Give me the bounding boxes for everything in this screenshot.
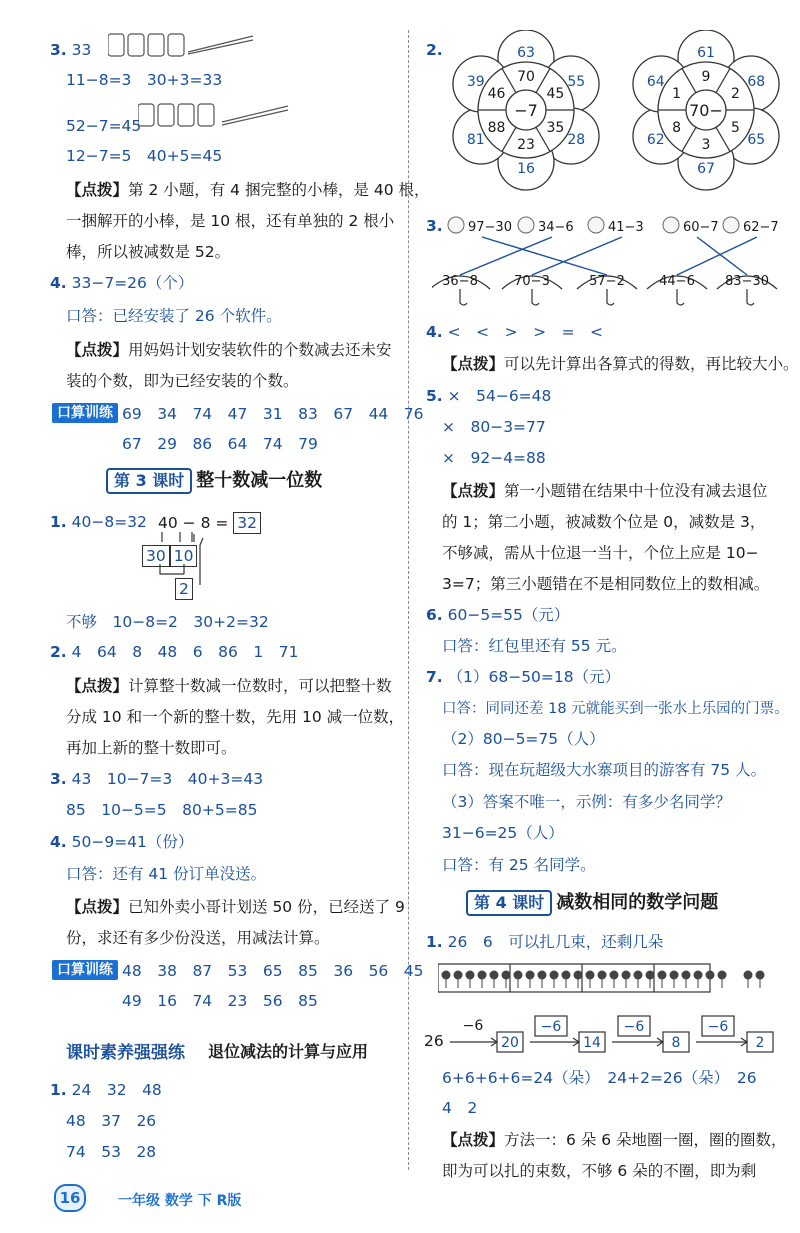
p1-number: 1. — [50, 1081, 67, 1099]
chain-value: 2 — [755, 1035, 765, 1051]
chain-value: 20 — [501, 1035, 519, 1051]
oral-training-row2: 67 29 86 64 74 79 — [122, 435, 318, 453]
umbrella-handle — [607, 289, 614, 305]
flower-puzzles — [438, 30, 798, 195]
l3-q3-line — [50, 769, 263, 789]
p1-row3: 74 53 28 — [66, 1143, 157, 1161]
q2-values: 4 64 8 48 6 86 1 71 — [71, 643, 299, 661]
r-note-1 — [442, 354, 799, 374]
flower-icon — [490, 971, 499, 980]
outer-value: 67 — [697, 161, 715, 177]
q4-equation: 50−9=41（份） — [71, 833, 194, 851]
bottom-expression: 57−2 — [589, 274, 625, 289]
outer-value: 63 — [517, 45, 535, 61]
flower-icon — [610, 971, 619, 980]
matching-diagram — [432, 205, 792, 310]
chain-operator: −6 — [623, 1019, 645, 1035]
q6-equation: 60−5=55（元） — [447, 606, 570, 624]
r-l4q1-line — [426, 932, 663, 952]
q3-line4: 12−7=5 40+5=45 — [66, 147, 223, 165]
note-tag: 【点拨】 — [442, 355, 505, 373]
inner-value: 8 — [672, 120, 682, 136]
inner-value: 5 — [730, 120, 740, 136]
flower-minus7 — [453, 30, 599, 190]
flower-grouping-image — [438, 962, 774, 996]
inner-value: 46 — [487, 86, 506, 102]
q1-explanation: 不够 10−8=2 30+2=32 — [66, 613, 269, 631]
bundled-sticks-image — [108, 30, 258, 60]
bottom-expression: 44−6 — [659, 274, 695, 289]
oral-training-tag: 口算训练 — [52, 403, 118, 423]
q7-part1-answer: 口答：同同还差 18 元就能买到一张水上乐园的门票。 — [442, 701, 789, 717]
outer-value: 28 — [567, 132, 586, 148]
chain-operator: −6 — [707, 1019, 729, 1035]
note-tag: 【点拨】 — [66, 677, 129, 695]
chain-operator: −6 — [540, 1019, 562, 1035]
split-box-2: 2 — [175, 578, 193, 600]
l3-q1-line — [50, 512, 147, 532]
flower-icon — [454, 971, 463, 980]
r-q4-line — [426, 322, 603, 342]
q4-answer: 口答：已经安装了 26 个软件。 — [66, 307, 282, 325]
inner-value: 3 — [701, 137, 711, 153]
q4-line — [50, 273, 193, 293]
note-text: 棒，所以被减数是 52。 — [66, 243, 231, 261]
footer-text: 一年级 数学 下 R版 — [118, 1193, 242, 1209]
note-4 — [66, 897, 405, 917]
q7-part3-answer: 口答：有 25 名同学。 — [442, 856, 596, 874]
note-text: 用妈妈计划安装软件的个数减去还未安 — [128, 341, 392, 359]
flower-icon — [538, 971, 547, 980]
note-text: 第一小题错在结果中十位没有减去退位 — [504, 482, 768, 500]
q6-number: 6. — [426, 606, 443, 624]
q2-number: 2. — [426, 41, 443, 59]
lesson-title: 减数相同的数学问题 — [556, 892, 719, 913]
r-q7-line — [426, 667, 620, 687]
q4-number: 4. — [50, 833, 67, 851]
p1-line1 — [50, 1080, 162, 1100]
note-3 — [66, 676, 392, 696]
animal-icon — [448, 217, 464, 233]
note-text: 方法一：6 朵 6 朵地圈一圈，圈的圈数， — [504, 1131, 787, 1149]
chain-value: 14 — [583, 1035, 601, 1051]
outer-value: 55 — [567, 74, 586, 90]
q1-equations: 6+6+6+6=24（朵） 24+2=26（朵） 26 — [442, 1069, 757, 1087]
r-note-3 — [442, 1130, 787, 1150]
chain-start: 26 — [424, 1032, 444, 1050]
page-number: 16 — [54, 1184, 86, 1212]
flower-icon — [694, 971, 703, 980]
inner-value: 9 — [701, 69, 711, 85]
outer-value: 68 — [747, 74, 766, 90]
oral-training-row1: 48 38 87 53 65 85 36 56 45 — [122, 962, 424, 980]
q5-row2: × 80−3=77 — [442, 418, 546, 436]
q5-number: 5. — [426, 387, 443, 405]
q3-line1 — [50, 40, 91, 60]
note-text: 已知外卖小哥计划送 50 份，已经送了 9 — [128, 898, 405, 916]
flower-icon — [658, 971, 667, 980]
outer-value: 65 — [747, 132, 766, 148]
q5-row1: × 54−6=48 — [447, 387, 552, 405]
flower-icon — [514, 971, 523, 980]
note-tag: 【点拨】 — [66, 181, 129, 199]
bundled-sticks-image-2 — [138, 100, 298, 132]
p1-row1: 24 32 48 — [71, 1081, 162, 1099]
chain-operator: −6 — [462, 1018, 484, 1034]
split-box-bottom — [175, 578, 193, 600]
r-q6-line — [426, 605, 569, 625]
note-tag: 【点拨】 — [66, 898, 129, 916]
match-line — [697, 237, 747, 275]
outer-value: 62 — [646, 132, 665, 148]
flower-icon — [442, 971, 451, 980]
chain-value: 8 — [671, 1035, 681, 1051]
split-box-10: 10 — [170, 545, 198, 567]
split-boxes — [142, 545, 197, 567]
q3-row1: 43 10−7=3 40+3=43 — [71, 770, 264, 788]
inner-value: 1 — [672, 86, 682, 102]
q1-equation: 40−8=32 — [71, 513, 147, 531]
flower-icon — [466, 971, 475, 980]
oral-training-row1: 69 34 74 47 31 83 67 44 76 — [122, 405, 424, 423]
split-box-30: 30 — [142, 545, 170, 567]
outer-value: 39 — [466, 74, 485, 90]
note-text: 再加上新的整十数即可。 — [66, 739, 237, 757]
flower-icon — [756, 971, 765, 980]
lesson3-heading — [106, 467, 322, 495]
flower-icon — [682, 971, 691, 980]
practice-subtitle: 退位减法的计算与应用 — [208, 1042, 369, 1061]
note-tag: 【点拨】 — [66, 341, 129, 359]
q1-number: 1. — [426, 933, 443, 951]
l3-q4-line — [50, 832, 193, 852]
match-line — [677, 237, 757, 275]
note-text: 3=7；第三小题错在不是相同数位上的数相减。 — [442, 575, 770, 593]
flower-icon — [598, 971, 607, 980]
q3-line3: 52−7=45 — [66, 117, 142, 135]
l3-q2-line — [50, 642, 298, 662]
q5-row3: × 92−4=88 — [442, 449, 546, 467]
inner-value: 88 — [487, 120, 506, 136]
flower-icon — [744, 971, 753, 980]
top-expression: 41−3 — [608, 220, 644, 235]
note-text: 不够减，需从十位退一当十，个位上应是 10− — [442, 544, 759, 562]
flower-icon — [670, 971, 679, 980]
subtraction-chain — [448, 1012, 798, 1057]
q1-text: 26 6 可以扎几束，还剩几朵 — [447, 933, 664, 951]
top-expression: 60−7 — [683, 220, 719, 235]
practice-title: 课时素养强强练 — [66, 1043, 185, 1063]
q7-number: 7. — [426, 668, 443, 686]
note-text: 的 1；第二小题，被减数个位是 0，减数是 3， — [442, 513, 766, 531]
flower-icon — [646, 971, 655, 980]
q7-part1: （1）68−50=18（元） — [447, 668, 621, 686]
inner-value: 23 — [517, 137, 535, 153]
q4-equation: 33−7=26（个） — [71, 274, 194, 292]
q3-value: 33 — [71, 41, 92, 59]
q3-number: 3. — [426, 217, 443, 235]
q7-part2-answer: 口答：现在玩超级大水寨项目的游客有 75 人。 — [442, 761, 767, 779]
outer-value: 61 — [697, 45, 715, 61]
q1-answers: 4 2 — [442, 1099, 478, 1117]
flower-icon — [586, 971, 595, 980]
flower-icon — [622, 971, 631, 980]
match-line — [460, 237, 552, 275]
note-text: 装的个数，即为已经安装的个数。 — [66, 372, 299, 390]
p1-row2: 48 37 26 — [66, 1112, 157, 1130]
q6-answer: 口答：红包里还有 55 元。 — [442, 637, 627, 655]
umbrella-handle — [460, 289, 467, 305]
flower-icon — [718, 971, 727, 980]
animal-icon — [518, 217, 534, 233]
lesson4-heading — [466, 889, 718, 917]
note-2 — [66, 340, 392, 360]
q4-number: 4. — [426, 323, 443, 341]
q7-part3: （3）答案不唯一，示例：有多少名同学？ — [442, 793, 731, 811]
oral-training-tag: 口算训练 — [52, 960, 118, 980]
outer-value: 16 — [517, 161, 535, 177]
lesson-badge: 第 4 课时 — [466, 890, 552, 916]
lesson-badge: 第 3 课时 — [106, 468, 192, 494]
lesson-title: 整十数减一位数 — [196, 470, 323, 491]
flower-icon — [706, 971, 715, 980]
umbrella-handle — [532, 289, 539, 305]
diagram-expression: 40 − 8 = — [158, 514, 229, 532]
flower-icon — [574, 971, 583, 980]
inner-value: 45 — [546, 86, 565, 102]
top-expression: 62−7 — [743, 220, 779, 235]
top-expression: 97−30 — [468, 220, 512, 235]
q3-line2: 11−8=3 30+3=33 — [66, 71, 223, 89]
note-text: 可以先计算出各算式的得数，再比较大小。 — [504, 355, 799, 373]
flower-icon — [526, 971, 535, 980]
flower-icon — [502, 971, 511, 980]
q2-number: 2. — [50, 643, 67, 661]
bottom-expression: 70−3 — [514, 274, 550, 289]
note-1 — [66, 180, 430, 200]
note-text: 第 2 小题，有 4 捆完整的小棒，是 40 根， — [128, 181, 430, 199]
outer-value: 64 — [646, 74, 665, 90]
oral-training-row2: 49 16 74 23 56 85 — [122, 992, 318, 1010]
animal-icon — [588, 217, 604, 233]
q3-row2: 85 10−5=5 80+5=85 — [66, 801, 258, 819]
q1-number: 1. — [50, 513, 67, 531]
q4-values: < < > > = < — [447, 323, 604, 341]
animal-icon — [663, 217, 679, 233]
umbrella-handle — [677, 289, 684, 305]
flower-icon — [478, 971, 487, 980]
q3-number: 3. — [50, 770, 67, 788]
r-note-2 — [442, 481, 768, 501]
note-tag: 【点拨】 — [442, 482, 505, 500]
umbrella-handle — [747, 289, 754, 305]
note-text: 计算整十数减一位数时，可以把整十数 — [128, 677, 392, 695]
flower-70minus — [633, 30, 779, 190]
q4-number: 4. — [50, 274, 67, 292]
column-divider — [408, 30, 409, 1170]
bottom-expression: 83−30 — [725, 274, 769, 289]
inner-value: 70 — [517, 69, 535, 85]
r-q5-line — [426, 386, 551, 406]
top-expression: 34−6 — [538, 220, 574, 235]
inner-value: 35 — [546, 120, 565, 136]
flower-icon — [562, 971, 571, 980]
animal-icon — [723, 217, 739, 233]
flower-icon — [634, 971, 643, 980]
note-text: 即为可以扎的束数，不够 6 朵的不圈，即为剩 — [442, 1162, 757, 1180]
inner-value: 2 — [730, 86, 740, 102]
center-label: 70− — [689, 101, 723, 120]
q4-answer: 口答：还有 41 份订单没送。 — [66, 865, 267, 883]
diagram-result-box: 32 — [233, 512, 261, 534]
outer-value: 81 — [466, 132, 485, 148]
note-tag: 【点拨】 — [442, 1131, 505, 1149]
note-text: 一捆解开的小棒，是 10 根，还有单独的 2 根小 — [66, 212, 395, 230]
q7-part3-equation: 31−6=25（人） — [442, 824, 564, 842]
bottom-expression: 36−8 — [442, 274, 478, 289]
center-label: −7 — [514, 101, 538, 120]
note-text: 分成 10 和一个新的整十数，先用 10 减一位数， — [66, 708, 405, 726]
flower-icon — [550, 971, 559, 980]
note-text: 份，求还有多少份没送，用减法计算。 — [66, 929, 330, 947]
q3-number: 3. — [50, 41, 67, 59]
q7-part2: （2）80−5=75（人） — [442, 730, 605, 748]
